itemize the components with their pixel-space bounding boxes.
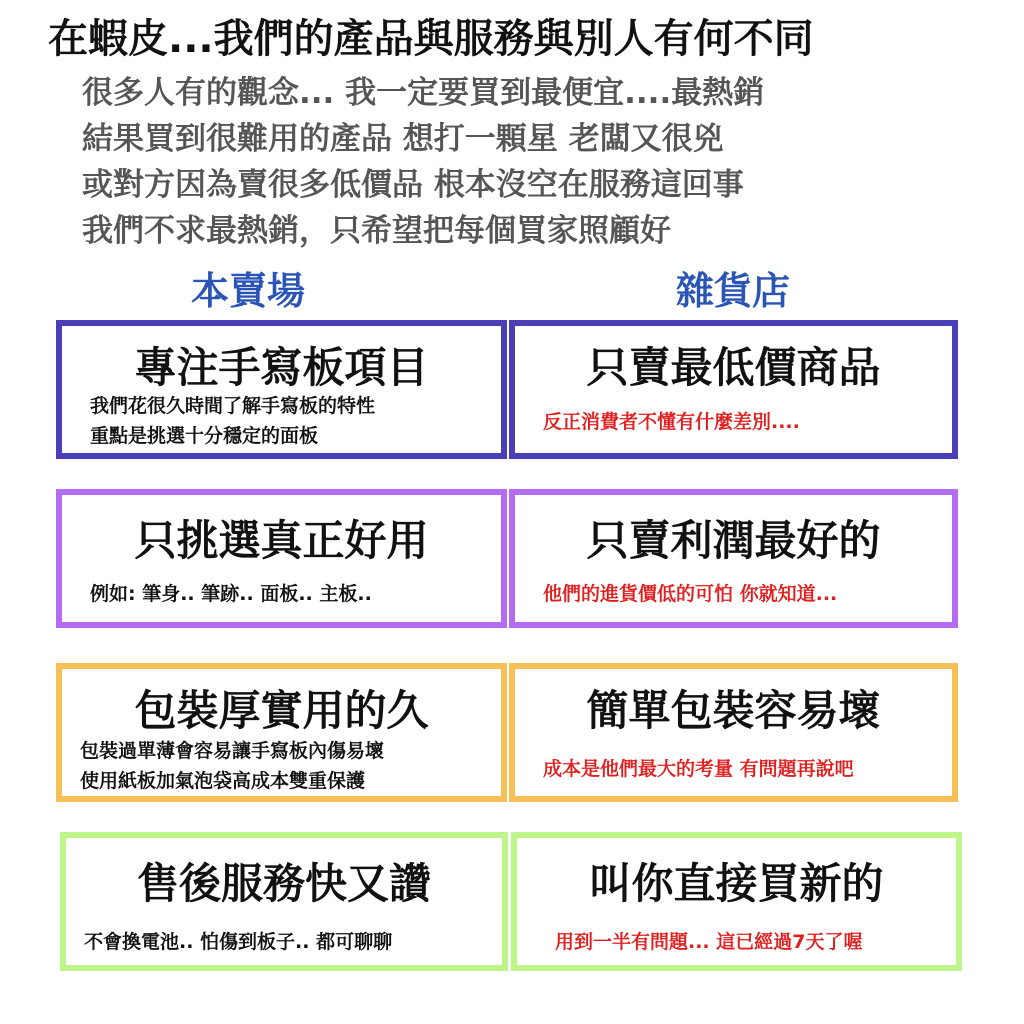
card-text: 他們的進貨價低的可怕 你就知道... [543,583,838,605]
intro-line: 或對方因為賣很多低價品 根本沒空在服務這回事 [82,167,744,203]
card-text: 我們花很久時間了解手寫板的特性 [90,395,376,417]
row-1-left-card [56,320,507,459]
card-text: 包裝過單薄會容易讓手寫板內傷易壞 [80,740,385,762]
row-4-right-card [511,832,962,971]
page-title: 在蝦皮...我們的產品與服務與別人有何不同 [48,16,814,62]
intro-line: 結果買到很難用的產品 想打一顆星 老闆又很兇 [82,121,724,157]
card-title: 售後服務快又讚 [136,859,431,908]
row-1-right-card [509,320,958,459]
card-title: 專注手寫板項目 [134,343,429,392]
card-text: 反正消費者不懂有什麼差別.... [543,411,800,433]
intro-line: 我們不求最熱銷，只希望把每個買家照顧好 [82,213,671,249]
intro-line: 很多人有的觀念... 我一定要買到最便宜....最熱銷 [82,75,765,111]
intro-paragraph [82,70,764,254]
card-text: 重點是挑選十分穩定的面板 [90,425,319,447]
card-title: 簡單包裝容易壞 [586,686,881,735]
card-text: 用到一半有問題... 這已經過7天了喔 [555,931,863,953]
row-3-left-card [56,663,507,802]
card-text: 成本是他們最大的考量 有問題再說吧 [543,758,854,780]
card-title: 只賣利潤最好的 [586,516,881,565]
row-4-left-card [60,832,508,971]
card-title: 包裝厚實用的久 [134,686,429,735]
row-3-right-card [509,663,958,802]
card-text: 不會換電池.. 怕傷到板子.. 都可聊聊 [84,931,393,953]
right-column-heading: 雜貨店 [676,269,791,313]
card-text: 例如: 筆身.. 筆跡.. 面板.. 主板.. [90,583,372,605]
row-2-left-card [56,489,507,628]
left-column-heading: 本賣場 [191,269,306,313]
card-title: 只挑選真正好用 [134,516,429,565]
card-title: 只賣最低價商品 [586,343,881,392]
row-2-right-card [509,489,958,628]
card-text: 使用紙板加氣泡袋高成本雙重保護 [80,770,366,792]
card-title: 叫你直接買新的 [589,859,884,908]
